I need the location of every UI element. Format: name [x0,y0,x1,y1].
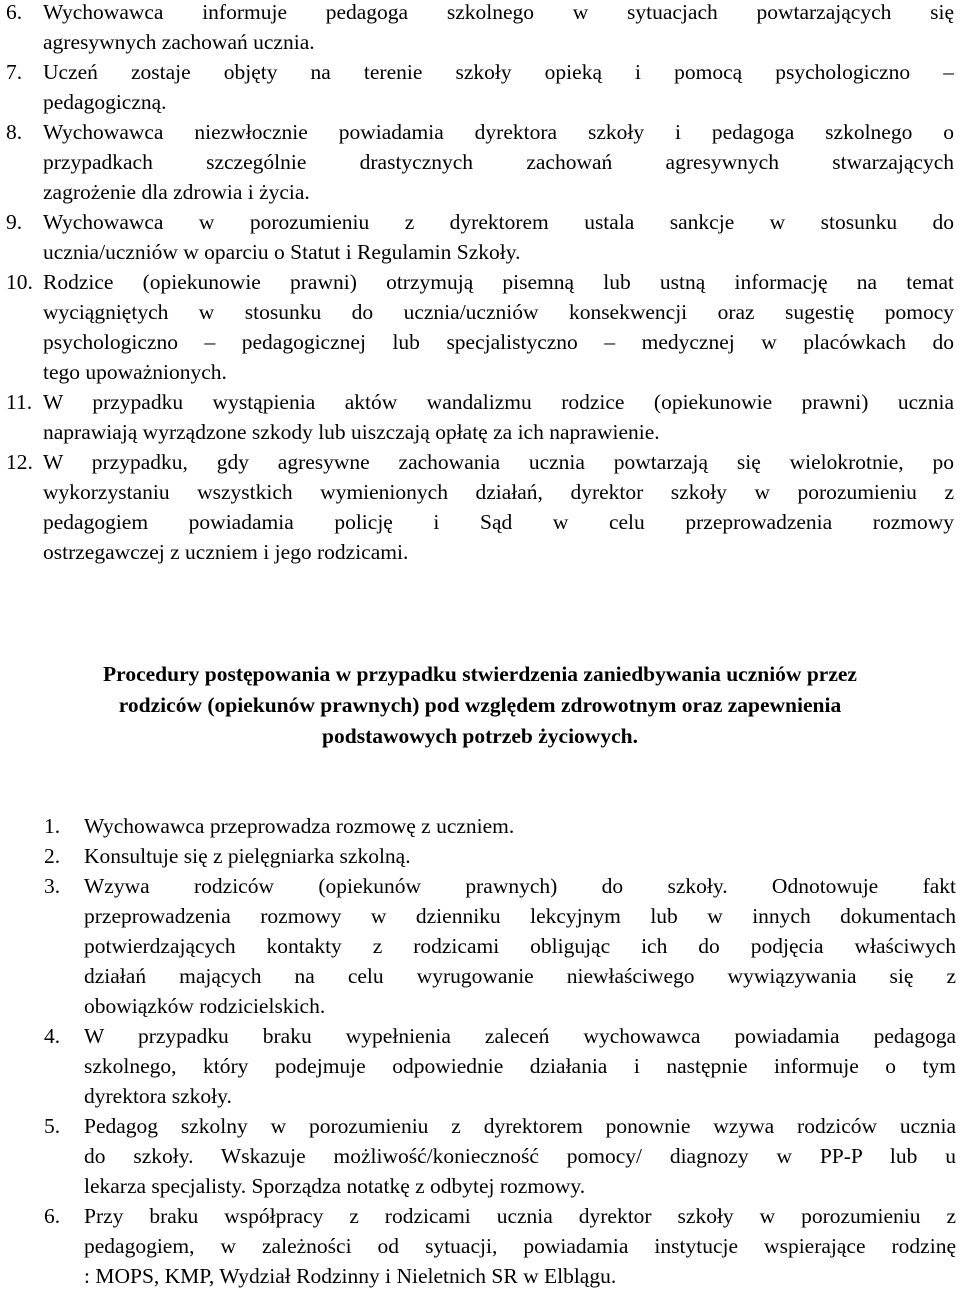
list-item-text-line: W przypadku, gdy agresywne zachowania ucznia powtarzają się wielokrotnie, po [43,450,954,474]
list-item-number: 2. [44,844,61,868]
list-item-text-line: ostrzegawczej z uczniem i jego rodzicami. [43,540,409,564]
list-item-text-line: : MOPS, KMP, Wydział Rodzinny i Nieletnich SR w Elblągu. [84,1264,617,1288]
list-item-text-line: Rodzice (opiekunowie prawni) otrzymują pisemną lub ustną informację na temat [43,270,954,294]
heading-line-1: Procedury postępowania w przypadku stwierdzenia zaniedbywania uczniów przez [103,662,857,686]
list-item-text-line: zagrożenie dla zdrowia i życia. [43,180,310,204]
list-item-text-line: przeprowadzenia rozmowy w dzienniku lekcyjnym lub w innych dokumentach [84,904,956,928]
list-item-text-line: agresywnych zachowań ucznia. [43,30,315,54]
list-item [44,1111,956,1201]
list-item [44,841,956,871]
list-item [44,1201,956,1291]
list-item-text-line: pedagogiczną. [43,90,167,114]
list-item [44,1021,956,1111]
list-item-text-line: wykorzystaniu wszystkich wymienionych działań, dyrektor szkoły w porozumieniu z [43,480,954,504]
list-item-text-line: W przypadku braku wypełnienia zaleceń wychowawca powiadamia pedagoga [84,1024,956,1048]
list-item-text-line: naprawiają wyrządzone szkody lub uiszczają opłatę za ich naprawienie. [43,420,660,444]
list-item-text-line: obowiązków rodzicielskich. [84,994,326,1018]
list-item-number: 12. [6,450,33,474]
list-item-number: 5. [44,1114,61,1138]
list-item-text-line: Wzywa rodziców (opiekunów prawnych) do szkoły. Odnotowuje fakt [84,874,956,898]
list-item-text-line: działań mających na celu wyrugowanie niewłaściwego wywiązywania się z [84,964,956,988]
heading-line-2: rodziców (opiekunów prawnych) pod względem zdrowotnym oraz zapewnienia [118,693,842,717]
list-item-text-line: Przy braku współpracy z rodzicami ucznia dyrektor szkoły w porozumieniu z [84,1204,956,1228]
list-item [6,57,954,117]
list-item-number: 6. [44,1204,61,1228]
top-numbered-list [6,0,954,567]
list-item-number: 11. [6,390,33,414]
list-item-number: 7. [6,60,23,84]
list-item-number: 10. [6,270,33,294]
section-heading [0,659,960,752]
list-item-text-line: przypadkach szczególnie drastycznych zachowań agresywnych stwarzających [43,150,954,174]
list-item [6,387,954,447]
list-item-text-line: lekarza specjalisty. Sporządza notatkę z odbytej rozmowy. [84,1174,586,1198]
procedure-numbered-list [44,811,956,1291]
list-item-text-line: szkolnego, który podejmuje odpowiednie działania i następnie informuje o tym [84,1054,956,1078]
list-item [6,207,954,267]
list-item-text-line: ucznia/uczniów w oparciu o Statut i Regulamin Szkoły. [43,240,521,264]
list-item-text-line: tego upoważnionych. [43,360,227,384]
list-item-text-line: Wychowawca w porozumieniu z dyrektorem ustala sankcje w stosunku do [43,210,954,234]
list-item [6,117,954,207]
list-item-text-line: W przypadku wystąpienia aktów wandalizmu rodzice (opiekunowie prawni) ucznia [43,390,954,414]
list-item-text-line: Pedagog szkolny w porozumieniu z dyrektorem ponownie wzywa rodziców ucznia [84,1114,956,1138]
list-item [6,267,954,387]
list-item-text-line: potwierdzających kontakty z rodzicami obligując ich do podjęcia właściwych [84,934,956,958]
list-item-text-line: Wychowawca przeprowadza rozmowę z uczniem. [84,814,515,838]
list-item-number: 3. [44,874,61,898]
list-item-text-line: wyciągniętych w stosunku do ucznia/uczniów konsekwencji oraz sugestię pomocy [43,300,954,324]
list-item-text-line: Wychowawca informuje pedagoga szkolnego w sytuacjach powtarzających się [43,0,954,24]
heading-line-3: podstawowych potrzeb życiowych. [322,724,638,748]
list-item-text-line: pedagogiem powiadamia policję i Sąd w celu przeprowadzenia rozmowy [43,510,954,534]
list-item-text-line: Uczeń zostaje objęty na terenie szkoły opieką i pomocą psychologiczno – [43,60,954,84]
list-item [44,811,956,841]
list-item [6,447,954,567]
list-item-text-line: pedagogiem, w zależności od sytuacji, powiadamia instytucje wspierające rodzinę [84,1234,956,1258]
list-item [44,871,956,1021]
list-item-text-line: psychologiczno – pedagogicznej lub specjalistyczno – medycznej w placówkach do [43,330,954,354]
list-item-text-line: Wychowawca niezwłocznie powiadamia dyrektora szkoły i pedagoga szkolnego o [43,120,954,144]
list-item [6,0,954,57]
list-item-text-line: Konsultuje się z pielęgniarka szkolną. [84,844,411,868]
list-item-text-line: do szkoły. Wskazuje możliwość/konieczność pomocy/ diagnozy w PP-P lub u [84,1144,956,1168]
list-item-number: 9. [6,210,23,234]
list-item-number: 6. [6,0,23,24]
list-item-number: 4. [44,1024,61,1048]
list-item-text-line: dyrektora szkoły. [84,1084,232,1108]
list-item-number: 1. [44,814,61,838]
list-item-number: 8. [6,120,23,144]
